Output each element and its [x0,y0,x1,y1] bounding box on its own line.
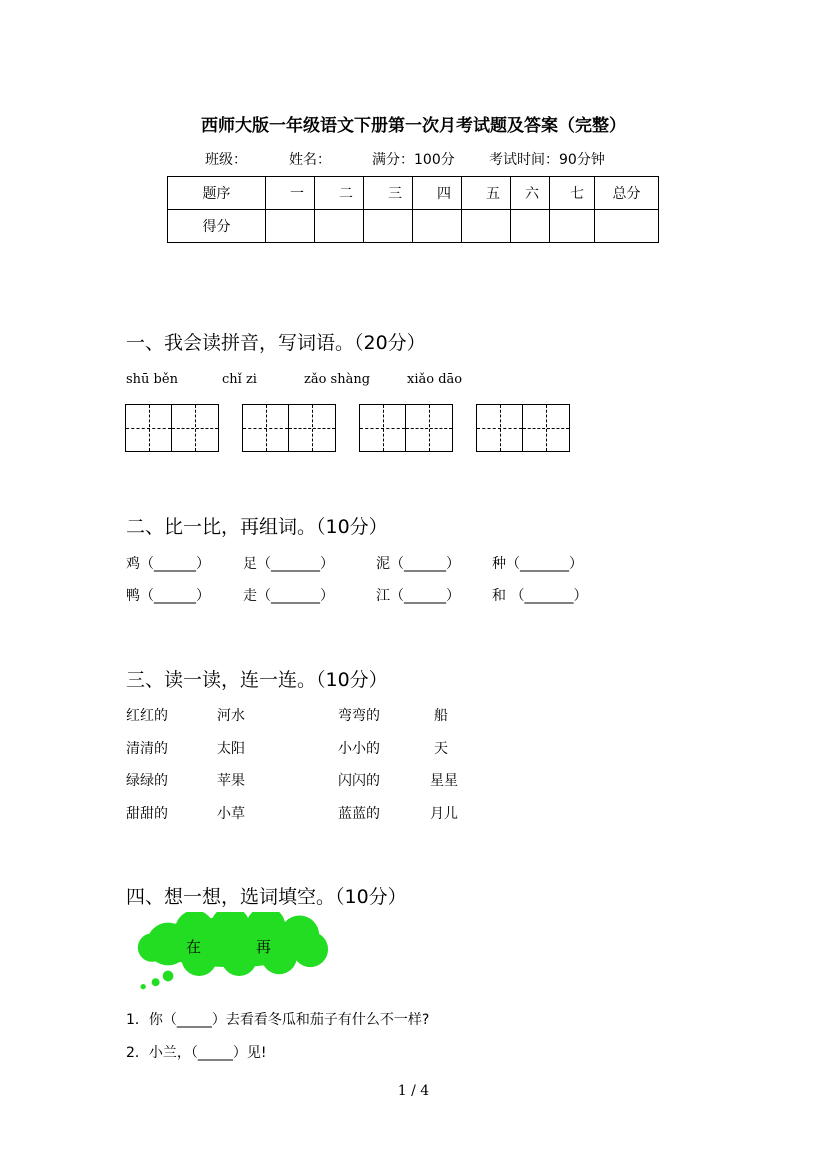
score-table-cell: 一 [266,177,315,210]
tian-cell [243,405,289,451]
full-score: 满分：100分 [372,152,455,168]
score-input-cell [364,210,413,243]
compare-item: 和 （_______） [492,588,588,604]
compare-item: 种（_______） [492,556,583,572]
score-table-cell: 总分 [595,177,659,210]
score-table-cell: 六 [511,177,550,210]
page-title: 西师大版一年级语文下册第一次月考试题及答案（完整） [201,116,626,136]
match-word: 清清的 [126,741,168,757]
fill-question-2: 2．小兰，（_____）见! [126,1045,267,1061]
pinyin-2: chǐ zi [222,372,257,387]
tian-cell [289,405,335,451]
cloud-word-2: 再 [256,938,272,956]
fill-question-1: 1．你（_____）去看看冬瓜和茄子有什么不一样? [126,1012,430,1028]
tian-cell [406,405,452,451]
name-label: 姓名： [289,152,331,168]
compare-item: 泥（______） [376,556,460,572]
page-number: 1 / 4 [397,1083,430,1099]
match-word: 星星 [430,773,458,789]
score-table-cell: 二 [315,177,364,210]
score-table-cell: 五 [462,177,511,210]
score-input-cell [550,210,595,243]
pinyin-3: zǎo shàng [304,372,371,387]
compare-item: 足（_______） [243,556,334,572]
score-input-cell [266,210,315,243]
compare-item: 鸡（______） [126,556,210,572]
score-input-cell [413,210,462,243]
tian-cell [523,405,569,451]
score-input-cell [315,210,364,243]
match-word: 弯弯的 [338,708,380,724]
tian-cell [360,405,406,451]
compare-item: 鸭（______） [126,588,210,604]
cloud-word-1: 在 [186,938,202,956]
score-table-cell: 七 [550,177,595,210]
pinyin-4: xiǎo dāo [407,372,463,387]
match-word: 蓝蓝的 [338,806,380,822]
class-label: 班级： [205,152,247,168]
section1-heading: 一、我会读拼音，写词语。（20分） [126,332,426,354]
tian-cell [477,405,523,451]
match-word: 船 [434,708,448,724]
writing-grid-1 [125,404,219,452]
writing-grid-3 [359,404,453,452]
score-table-header-row [168,177,659,210]
section4-heading: 四、想一想，选词填空。（10分） [126,886,407,908]
score-input-cell [511,210,550,243]
writing-grid-4 [476,404,570,452]
match-word: 红红的 [126,708,168,724]
match-word: 甜甜的 [126,806,168,822]
score-input-cell [462,210,511,243]
score-table-cell: 三 [364,177,413,210]
score-table-cell: 题序 [168,177,266,210]
tian-cell [126,405,172,451]
match-word: 小小的 [338,741,380,757]
match-word: 河水 [217,708,245,724]
match-word: 月儿 [430,806,458,822]
score-table-cell: 四 [413,177,462,210]
section2-heading: 二、比一比，再组词。（10分） [126,516,388,538]
match-word: 太阳 [217,741,245,757]
match-word: 小草 [217,806,245,822]
score-table-score-row [168,210,659,243]
score-table [167,176,659,243]
score-table-cell: 得分 [168,210,266,243]
pinyin-1: shū běn [126,372,178,387]
match-word: 苹果 [217,773,245,789]
compare-item: 江（______） [376,588,460,604]
score-input-cell [595,210,659,243]
compare-item: 走（_______） [243,588,334,604]
word-cloud [120,912,345,992]
exam-time: 考试时间：90分钟 [489,152,605,168]
writing-grid-2 [242,404,336,452]
tian-cell [172,405,218,451]
match-word: 绿绿的 [126,773,168,789]
section3-heading: 三、读一读，连一连。（10分） [126,669,388,691]
match-word: 天 [434,741,448,757]
match-word: 闪闪的 [338,773,380,789]
